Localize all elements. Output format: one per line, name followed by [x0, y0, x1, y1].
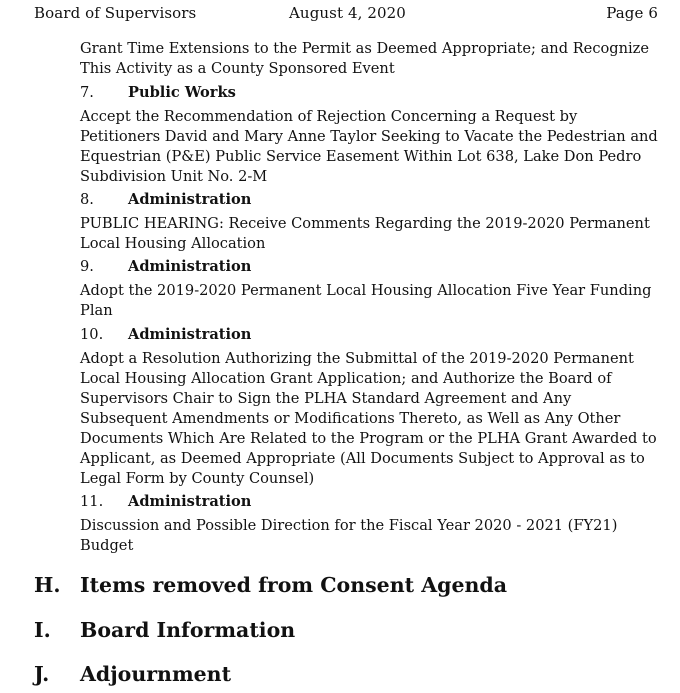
item-7-text: Accept the Recommendation of Rejection Concerning a Request by Petitioners David and Mary Anne Taylor Seeking to Vacate the Pedestrian and Equestrian (P&E) Public Service Easement Within Lot 638, Lake Don Pedro Subdivision Unit No. 2-M — [80, 108, 658, 185]
item-8-text: PUBLIC HEARING: Receive Comments Regarding the 2019-2020 Permanent Local Housing Allocation — [80, 215, 650, 252]
item-9-heading — [80, 257, 251, 277]
item-title: Public Works — [128, 84, 236, 101]
section-title: Items removed from Consent Agenda — [80, 573, 508, 597]
header-page-number: Page 6 — [606, 4, 658, 22]
section-letter: H. — [34, 573, 61, 597]
section-title: Board Information — [80, 618, 296, 642]
section-j — [34, 661, 231, 687]
item-number: 8. — [80, 191, 94, 208]
item-number: 11. — [80, 493, 104, 510]
header-date: August 4, 2020 — [289, 4, 406, 22]
item-title: Administration — [128, 191, 252, 208]
intro-text: Grant Time Extensions to the Permit as Deemed Appropriate; and Recognize This Activity as a County Sponsored Event — [80, 40, 650, 77]
section-i — [34, 617, 295, 643]
section-letter: I. — [34, 618, 51, 642]
header-board-name: Board of Supervisors — [34, 4, 197, 22]
item-11-text: Discussion and Possible Direction for the Fiscal Year 2020 - 2021 (FY21) Budget — [80, 517, 618, 554]
item-number: 10. — [80, 326, 104, 343]
item-title: Administration — [128, 326, 252, 343]
item-number: 7. — [80, 84, 94, 101]
section-title: Adjournment — [80, 662, 232, 686]
item-9-text: Adopt the 2019-2020 Permanent Local Housing Allocation Five Year Funding Plan — [80, 282, 652, 319]
item-10-text: Adopt a Resolution Authorizing the Submittal of the 2019-2020 Permanent Local Housing Allocation Grant Application; and Authorize the Board of Supervisors Chair to Sign the PLHA Standard Agreement and Any Subsequent Amendments or Modifications Thereto, as Well as Any Other Documents Which Are Related to the Program or the PLHA Grant Awarded to Applicant, as Deemed Appropriate (All Documents Subject to Approval as to Legal Form by County Counsel) — [80, 350, 657, 487]
section-letter: J. — [34, 662, 50, 686]
item-7-heading — [80, 83, 236, 103]
item-title: Administration — [128, 493, 252, 510]
section-h — [34, 572, 507, 598]
item-11-heading — [80, 492, 251, 512]
item-10-heading — [80, 325, 251, 345]
item-8-heading — [80, 190, 251, 210]
item-title: Administration — [128, 258, 252, 275]
item-number: 9. — [80, 258, 94, 275]
